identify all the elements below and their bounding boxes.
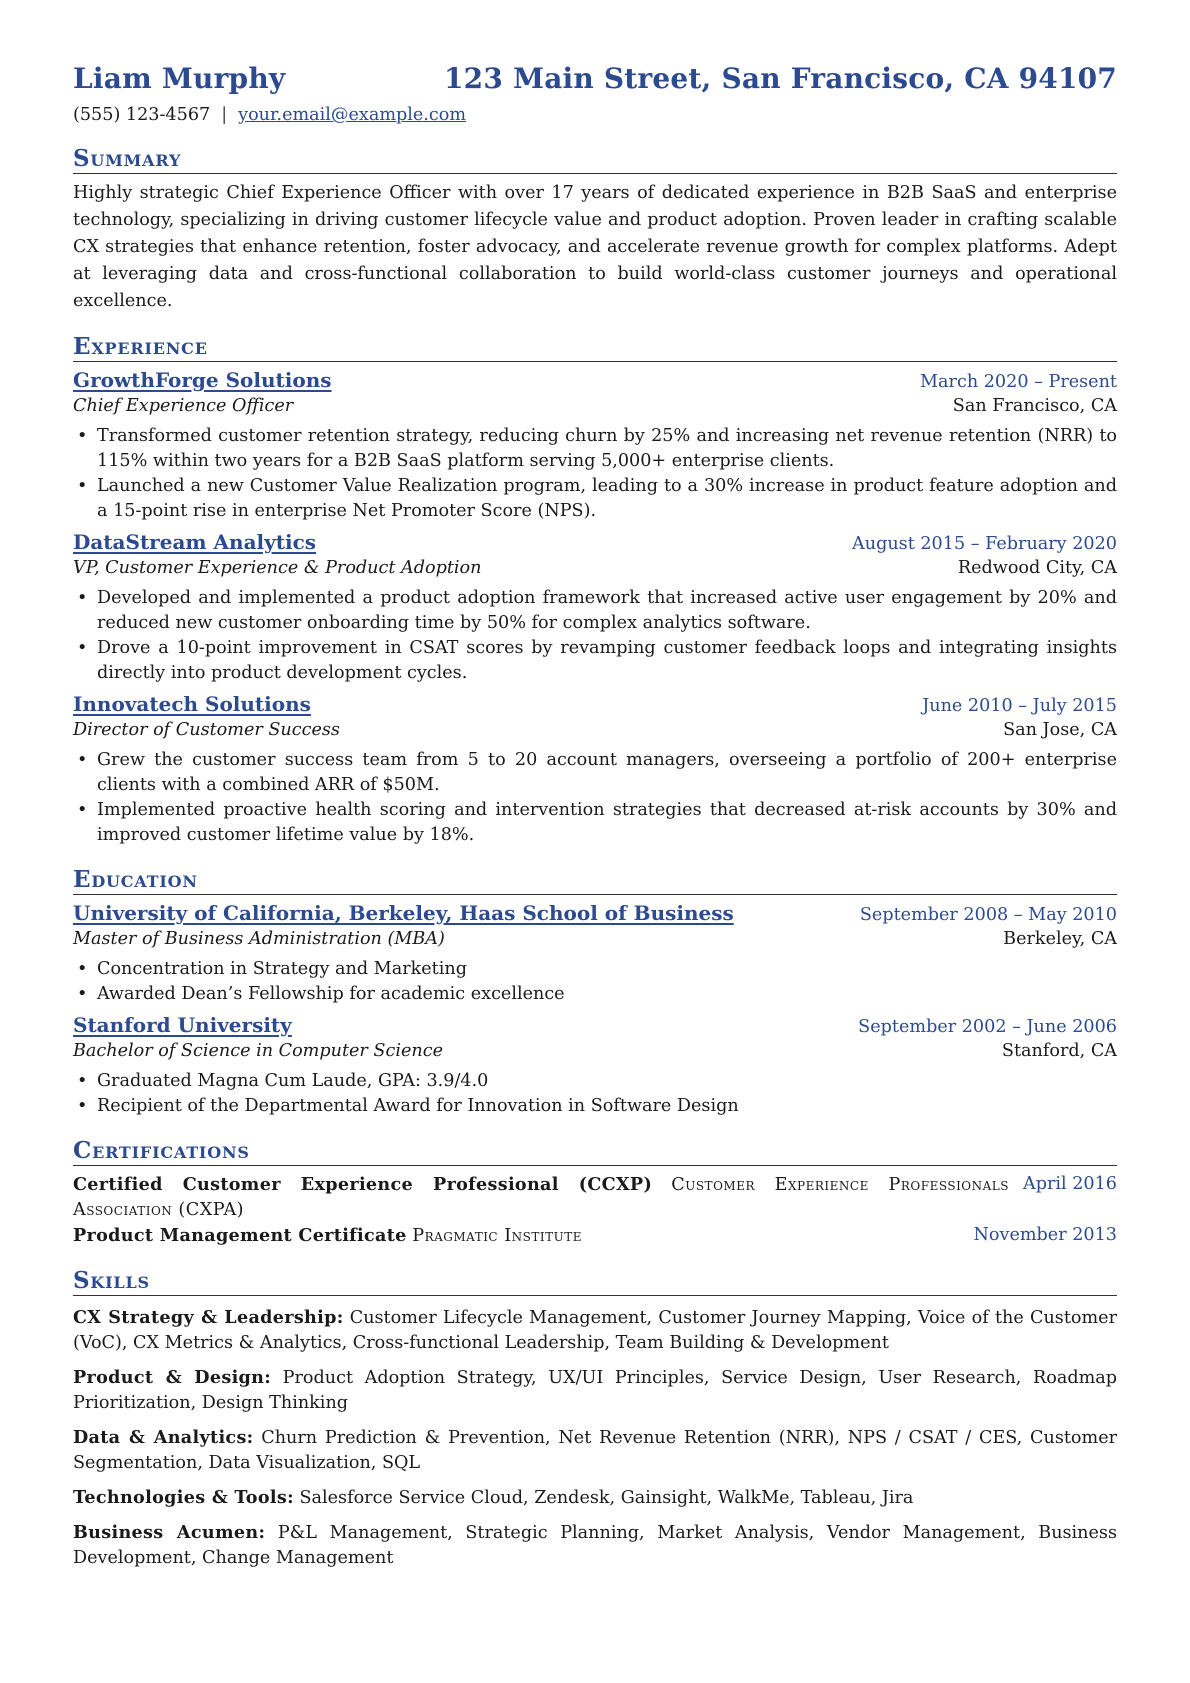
address: 123 Main Street, San Francisco, CA 94107: [444, 62, 1117, 95]
bullet-list: [73, 1069, 1117, 1119]
certification-item: [73, 1223, 1117, 1249]
skill-category: Product & Design:: [73, 1367, 272, 1388]
location: Berkeley, CA: [1003, 929, 1117, 949]
certification-date: April 2016: [1023, 1174, 1117, 1194]
skill-group: [73, 1520, 1117, 1571]
certification-date: November 2013: [973, 1225, 1117, 1245]
company-link[interactable]: Innovatech Solutions: [73, 692, 311, 716]
header: [73, 62, 1117, 95]
skill-category: Technologies & Tools:: [73, 1487, 294, 1508]
bullet-item: • Developed and implemented a product adoption framework that increased active user engagement by 20% and reduced new customer onboarding time by 50% for complex analytics software.: [97, 586, 1117, 636]
bullet-item: • Awarded Dean’s Fellowship for academic excellence: [97, 982, 1117, 1007]
bullet-item: • Launched a new Customer Value Realization program, leading to a 30% increase in product feature adoption and a 15-point rise in enterprise Net Promoter Score (NPS).: [97, 474, 1117, 524]
skill-category: CX Strategy & Leadership:: [73, 1307, 344, 1328]
skill-category: Business Acumen:: [73, 1522, 266, 1543]
skill-items: Customer Lifecycle Management, Customer Journey Mapping, Voice of the Customer (VoC), CX Metrics & Analytics, Cross-functional Leadership, Team Building & Development: [73, 1308, 1117, 1353]
degree: Bachelor of Science in Computer Science: [73, 1041, 443, 1061]
education-entry: [73, 901, 1117, 1007]
certification-item: [73, 1172, 1117, 1223]
section-title-experience: Experience: [73, 333, 1117, 362]
email-link[interactable]: your.email@example.com: [238, 105, 467, 125]
experience-entry: [73, 530, 1117, 686]
bullet-item: • Implemented proactive health scoring and intervention strategies that decreased at-risk accounts by 30% and improved customer lifetime value by 18%.: [97, 798, 1117, 848]
certification-issuer: Customer Experience Professionals Association (CXPA): [73, 1175, 1009, 1220]
skill-items: P&L Management, Strategic Planning, Market Analysis, Vendor Management, Business Development, Change Management: [73, 1523, 1117, 1568]
location: San Jose, CA: [1003, 720, 1117, 740]
school-link[interactable]: University of California, Berkeley, Haas School of Business: [73, 901, 734, 925]
bullet-list: [73, 586, 1117, 686]
section-title-certifications: Certifications: [73, 1137, 1117, 1166]
contact-separator: |: [221, 105, 228, 125]
school-link[interactable]: Stanford University: [73, 1013, 292, 1037]
bullet-item: • Grew the customer success team from 5 to 20 account managers, overseeing a portfolio of 200+ enterprise clients with a combined ARR of $50M.: [97, 748, 1117, 798]
section-title-skills: Skills: [73, 1267, 1117, 1296]
date-range: June 2010 – July 2015: [922, 696, 1117, 716]
bullet-item: • Drove a 10-point improvement in CSAT scores by revamping customer feedback loops and integrating insights directly into product development cycles.: [97, 636, 1117, 686]
contact-line: [73, 105, 1117, 125]
job-title: VP, Customer Experience & Product Adoption: [73, 558, 482, 578]
skills-list: [73, 1305, 1117, 1571]
certifications-list: [73, 1172, 1117, 1249]
experience-entry: [73, 692, 1117, 848]
location: Stanford, CA: [1001, 1041, 1117, 1061]
bullet-list: [73, 957, 1117, 1007]
summary-text: Highly strategic Chief Experience Officer with over 17 years of dedicated experience in B2B SaaS and enterprise technology, specializing in driving customer lifecycle value and product adoption. Proven leader in crafting scalable CX strategies that enhance retention, foster advocacy, and accelerate revenue growth for complex platforms. Adept at leveraging data and cross-functional collaboration to build world-class customer journeys and operational excellence.: [73, 183, 1117, 311]
company-link[interactable]: DataStream Analytics: [73, 530, 317, 554]
bullet-item: • Concentration in Strategy and Marketing: [97, 957, 1117, 982]
location: Redwood City, CA: [957, 558, 1117, 578]
skill-items: Salesforce Service Cloud, Zendesk, Gainsight, WalkMe, Tableau, Jira: [299, 1488, 914, 1508]
certification-name: Product Management Certificate: [73, 1225, 407, 1246]
skill-category: Data & Analytics:: [73, 1427, 254, 1448]
skill-items: Churn Prediction & Prevention, Net Revenue Retention (NRR), NPS / CSAT / CES, Customer Segmentation, Data Visualization, SQL: [73, 1428, 1118, 1473]
certification-name: Certified Customer Experience Professional (CCXP): [73, 1174, 653, 1195]
date-range: September 2008 – May 2010: [859, 905, 1117, 925]
job-title: Chief Experience Officer: [73, 396, 294, 416]
bullet-list: [73, 424, 1117, 524]
job-title: Director of Customer Success: [73, 720, 340, 740]
skill-group: [73, 1425, 1117, 1476]
date-range: September 2002 – June 2006: [858, 1017, 1117, 1037]
certification-issuer: Pragmatic Institute: [412, 1226, 583, 1246]
skill-group: [73, 1365, 1117, 1416]
section-title-education: Education: [73, 866, 1117, 895]
skill-group: [73, 1485, 1117, 1511]
date-range: August 2015 – February 2020: [852, 534, 1117, 554]
bullet-item: • Graduated Magna Cum Laude, GPA: 3.9/4.0: [97, 1069, 1117, 1094]
skill-items: Product Adoption Strategy, UX/UI Principles, Service Design, User Research, Roadmap Prioritization, Design Thinking: [73, 1368, 1118, 1413]
skill-group: [73, 1305, 1117, 1356]
company-link[interactable]: GrowthForge Solutions: [73, 368, 332, 392]
experience-entry: [73, 368, 1117, 524]
bullet-item: • Transformed customer retention strategy, reducing churn by 25% and increasing net revenue retention (NRR) to 115% within two years for a B2B SaaS platform serving 5,000+ enterprise clients.: [97, 424, 1117, 474]
education-entry: [73, 1013, 1117, 1119]
candidate-name: Liam Murphy: [73, 62, 286, 95]
phone: (555) 123-4567: [73, 105, 211, 125]
section-title-summary: Summary: [73, 145, 1117, 174]
bullet-item: • Recipient of the Departmental Award for Innovation in Software Design: [97, 1094, 1117, 1119]
date-range: March 2020 – Present: [920, 372, 1117, 392]
degree: Master of Business Administration (MBA): [73, 929, 445, 949]
location: San Francisco, CA: [952, 396, 1117, 416]
bullet-list: [73, 748, 1117, 848]
